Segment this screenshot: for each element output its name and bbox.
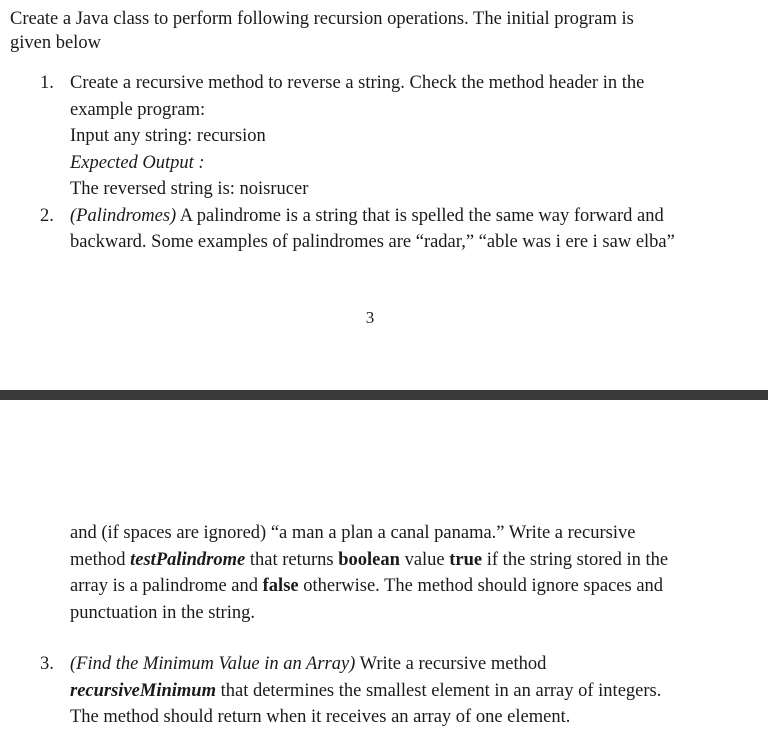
output-example: The reversed string is: noisrucer bbox=[70, 179, 309, 199]
item-text: if the string stored in the bbox=[482, 549, 669, 570]
item-text: and (if spaces are ignored) “a man a plan a canal panama.” Write a recursive bbox=[70, 523, 636, 543]
list-item-2 bbox=[0, 203, 768, 256]
item-text: The method should return when it receives an array of one element. bbox=[70, 707, 571, 727]
item-text: otherwise. The method should ignore spaces and bbox=[298, 576, 664, 596]
item-2-continuation bbox=[70, 520, 760, 626]
exercise-list bbox=[0, 70, 768, 256]
method-name: testPalindrome bbox=[130, 549, 246, 570]
item-text: value bbox=[399, 549, 450, 570]
item-number: 1. bbox=[40, 73, 54, 93]
method-name: recursiveMinimum bbox=[70, 680, 216, 701]
item-title: (Palindromes) bbox=[70, 205, 177, 226]
item-text: A palindrome is a string that is spelled the same way forward and bbox=[176, 205, 664, 226]
item-text: that determines the smallest element in an array of integers. bbox=[215, 680, 662, 701]
item-number: 2. bbox=[40, 205, 54, 226]
page-break-divider bbox=[0, 390, 768, 400]
item-text: punctuation in the string. bbox=[70, 602, 255, 623]
list-item-3 bbox=[0, 651, 768, 731]
item-text: that returns bbox=[245, 549, 339, 570]
input-example: Input any string: recursion bbox=[70, 126, 266, 146]
intro-line: Create a Java class to perform following recursion operations. The initial program is bbox=[10, 9, 634, 29]
keyword-false: false bbox=[262, 576, 299, 596]
item-number: 3. bbox=[40, 654, 54, 674]
keyword-boolean: boolean bbox=[338, 549, 400, 570]
item-title: (Find the Minimum Value in an Array) bbox=[70, 654, 356, 674]
item-text: example program: bbox=[70, 99, 206, 120]
keyword-true: true bbox=[449, 549, 483, 570]
page-number: 3 bbox=[365, 308, 375, 327]
item-text: Write a recursive method bbox=[355, 654, 547, 674]
list-item-1 bbox=[0, 70, 768, 203]
intro-line: given below bbox=[10, 33, 101, 53]
item-text: backward. Some examples of palindromes are “radar,” “able was i ere i saw elba” bbox=[70, 232, 675, 252]
item-text: Create a recursive method to reverse a string. Check the method header in the bbox=[70, 73, 645, 93]
intro-paragraph bbox=[10, 7, 750, 55]
expected-output-label: Expected Output : bbox=[70, 152, 205, 173]
item-text: method bbox=[70, 549, 131, 570]
item-text: array is a palindrome and bbox=[70, 576, 263, 596]
